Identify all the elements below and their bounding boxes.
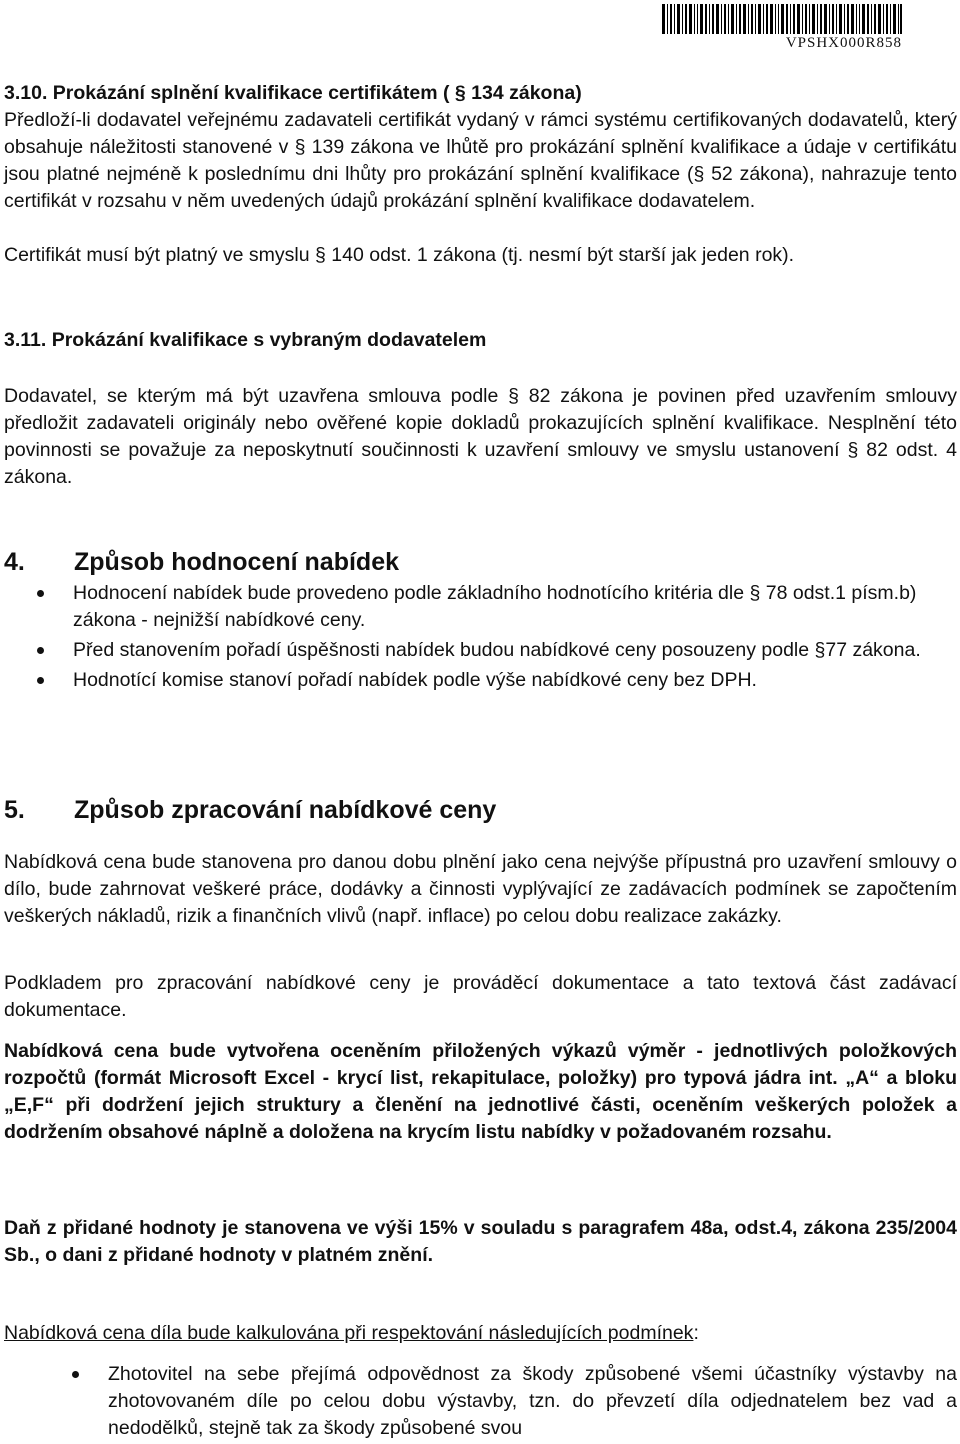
section-4-list (73, 580, 953, 694)
barcode-image (662, 4, 902, 34)
section-3-11-heading: 3.11. Prokázání kvalifikace s vybraným dodavatelem (4, 329, 487, 351)
section-3-11-paragraph: Dodavatel, se kterým má být uzavřena smlouva podle § 82 zákona je povinen před uzavřením smlouvy předložit zadavateli originály nebo ověřené kopie dokladů prokazujících splnění kvalifikace. Nesplnění této povinnosti se považuje za neposkytnutí součinnosti k uzavření smlouvy ve smyslu ustanovení § 82 odst. 4 zákona. (4, 385, 957, 488)
conditions-intro: Nabídková cena díla bude kalkulována při respektování následujících podmínek (4, 1322, 694, 1344)
list-item: Před stanovením pořadí úspěšnosti nabídek budou nabídkové ceny posouzeny podle §77 zákona. (73, 637, 953, 664)
section-5-paragraph-3: Nabídková cena bude vytvořena oceněním přiložených výkazů výměr - jednotlivých položkových rozpočtů (formát Microsoft Excel - krycí list, rekapitulace, položky) pro typová jádra int. „A“ a bloku „E,F“ při dodržení jejich struktury a členění na jednotlivé části, oceněním veškerých položek a dodržením obsahové náplně a doložena na krycím listu nabídky v požadovaném rozsahu. (4, 1040, 957, 1143)
section-4-heading (4, 547, 957, 577)
section-5-paragraph-2: Podkladem pro zpracování nabídkové ceny je prováděcí dokumentace a tato textová část zadávací dokumentace. (4, 972, 957, 1021)
section-5-paragraph-1: Nabídková cena bude stanovena pro danou dobu plnění jako cena nejvýše přípustná pro uzavření smlouvy o dílo, bude zahrnovat veškeré práce, dodávky a činnosti vyplývající ze zadávacích podmínek se započtením veškerých nákladů, rizik a finančních vlivů (např. inflace) po celou dobu realizace zakázky. (4, 851, 957, 927)
section-5-paragraph-5 (4, 1320, 957, 1347)
section-3-10-paragraph-1: Předloží-li dodavatel veřejnému zadavateli certifikát vydaný v rámci systému certifikovaných dodavatelů, který obsahuje náležitosti stanovené v § 139 zákona ve lhůtě pro prokázání splnění kvalifikace a údaje v certifikátu jsou platné nejméně k poslednímu dni lhůty pro prokázání splnění kvalifikace (§ 52 zákona), nahrazuje tento certifikát v rozsahu v něm uvedených údajů prokázání splnění kvalifikace dodavatelem. (4, 109, 957, 212)
conditions-colon: : (693, 1322, 699, 1344)
section-5-list (108, 1361, 957, 1442)
list-item: Hodnocení nabídek bude provedeno podle základního hodnotícího kritéria dle § 78 odst.1 písm.b) zákona - nejnižší nabídkové ceny. (73, 580, 953, 634)
list-item: Zhotovitel na sebe přejímá odpovědnost za škody způsobené všemi účastníky výstavby na zhotovovaném díle po celou dobu výstavby, tzn. do převzetí díla odjednatelem bez vad a nedodělků, stejně tak za škody způsobené svou (108, 1361, 957, 1442)
section-5-heading (4, 795, 957, 825)
section-3-10-paragraph-2: Certifikát musí být platný ve smyslu § 140 odst. 1 zákona (tj. nesmí být starší jak jeden rok). (4, 244, 795, 266)
section-5-number: 5. (4, 796, 25, 824)
list-item: Hodnotící komise stanoví pořadí nabídek podle výše nabídkové ceny bez DPH. (73, 667, 953, 694)
section-4-title: Způsob hodnocení nabídek (74, 548, 399, 576)
document-code: VPSHX000R858 (785, 35, 902, 51)
section-5-paragraph-4: Daň z přidané hodnoty je stanovena ve výši 15% v souladu s paragrafem 48a, odst.4, zákona 235/2004 Sb., o dani z přidané hodnoty v platném znění. (4, 1217, 957, 1266)
section-4-number: 4. (4, 548, 25, 576)
section-3-10-heading: 3.10. Prokázání splnění kvalifikace certifikátem ( § 134 zákona) (4, 82, 582, 104)
section-5-title: Způsob zpracování nabídkové ceny (74, 796, 497, 824)
